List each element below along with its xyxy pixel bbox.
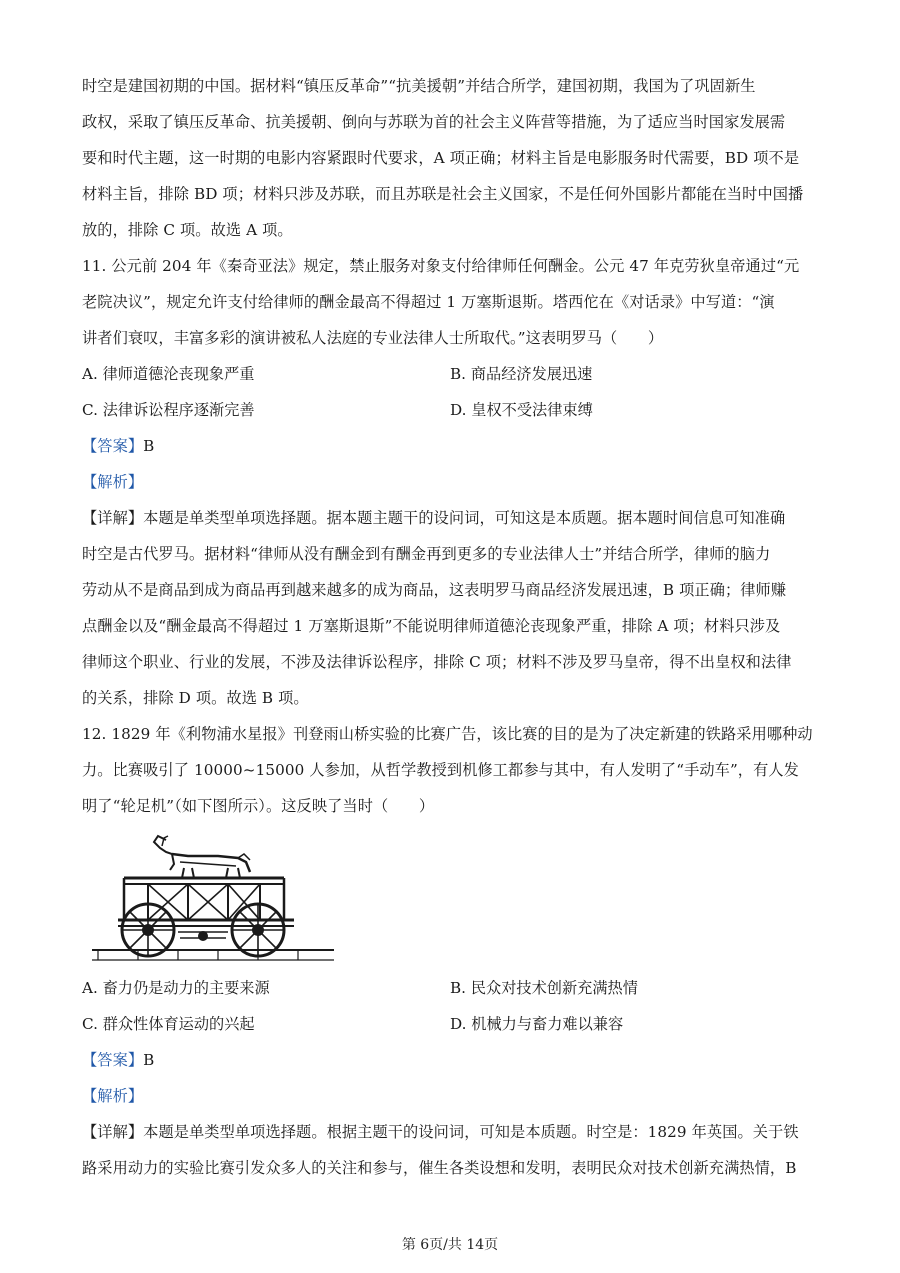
q11-option-d[interactable]: D. 皇权不受法律束缚	[450, 401, 593, 419]
intro-line-3: 要和时代主题，这一时期的电影内容紧跟时代要求，A 项正确；材料主旨是电影服务时代需要，BD 项不是	[82, 149, 800, 167]
intro-line-1: 时空是建国初期的中国。据材料“镇压反革命”“抗美援朝”并结合所学，建国初期，我国为了巩固新生	[82, 77, 756, 95]
q11-analysis-tag: 【解析】	[82, 473, 144, 491]
page-footer: 第 6页/共 14页	[401, 1237, 499, 1253]
q11-stem-line-3: 讲者们衰叹，丰富多彩的演讲被私人法庭的专业法律人士所取代。”这表明罗马（ ）	[82, 329, 664, 347]
q11-option-c[interactable]: C. 法律诉讼程序逐渐完善	[82, 401, 255, 419]
q11-option-b[interactable]: B. 商品经济发展迅速	[450, 365, 593, 383]
q12-detail-line-1	[82, 1114, 827, 1150]
q12-detail-line-2: 路采用动力的实验比赛引发众多人的关注和参与，催生各类设想和发明，表明民众对技术创新充满热情，B	[82, 1159, 797, 1177]
horse-treadmill-carriage-illustration	[88, 832, 338, 964]
intro-line-2: 政权，采取了镇压反革命、抗美援朝、倒向与苏联为首的社会主义阵营等措施，为了适应当时国家发展需	[82, 113, 786, 131]
q12-stem-line-3: 明了“轮足机”（如下图所示）。这反映了当时（ ）	[82, 797, 435, 815]
q12-option-a[interactable]: A. 畜力仍是动力的主要来源	[82, 979, 270, 997]
q11-detail-line-6: 的关系，排除 D 项。故选 B 项。	[82, 689, 309, 707]
q11-options-row-1	[82, 356, 827, 392]
q11-answer-value: B	[143, 437, 155, 455]
intro-line-5: 放的，排除 C 项。故选 A 项。	[82, 221, 293, 239]
q11-answer-tag: 【答案】	[82, 437, 144, 455]
q11-detail-text-1: 本题是单类型单项选择题。据本题主题干的设问词，可知这是本质题。据本题时间信息可知准确	[143, 509, 786, 527]
q12-option-c[interactable]: C. 群众性体育运动的兴起	[82, 1015, 255, 1033]
q12-answer-tag: 【答案】	[82, 1051, 144, 1069]
q11-stem-line-2: 老院决议”，规定允许支付给律师的酬金最高不得超过 1 万塞斯退斯。塔西佗在《对话录》中写道：“演	[82, 293, 775, 311]
q11-analysis	[82, 464, 827, 500]
q11-answer	[82, 428, 827, 464]
q12-analysis-tag: 【解析】	[82, 1087, 144, 1105]
q11-detail-line-5: 律师这个职业、行业的发展，不涉及法律诉讼程序，排除 C 项；材料不涉及罗马皇帝，得不出皇权和法律	[82, 653, 792, 671]
q12-option-d[interactable]: D. 机械力与畜力难以兼容	[450, 1015, 624, 1033]
document-page	[82, 68, 827, 1186]
q12-answer-value: B	[143, 1051, 155, 1069]
q12-answer	[82, 1042, 827, 1078]
q11-detail-line-1	[82, 500, 827, 536]
q11-options-row-2	[82, 392, 827, 428]
q12-stem-line-1: 12. 1829 年《利物浦水星报》刊登雨山桥实验的比赛广告，该比赛的目的是为了决定新建的铁路采用哪种动	[82, 725, 813, 743]
horse-carriage-drawing	[88, 832, 338, 964]
q12-stem-line-2: 力。比赛吸引了 10000~15000 人参加，从哲学教授到机修工都参与其中，有人发明了“手动车”，有人发	[82, 761, 799, 779]
q12-detail-text-1: 本题是单类型单项选择题。根据主题干的设问词，可知是本质题。时空是：1829 年英国。关于铁	[143, 1123, 799, 1141]
q12-options-row-1	[82, 970, 827, 1006]
q11-detail-line-3: 劳动从不是商品到成为商品再到越来越多的成为商品，这表明罗马商品经济发展迅速，B 项正确；律师赚	[82, 581, 787, 599]
q11-option-a[interactable]: A. 律师道德沦丧现象严重	[82, 365, 255, 383]
q11-stem-line-1: 11. 公元前 204 年《秦奇亚法》规定，禁止服务对象支付给律师任何酬金。公元 47 年克劳狄皇帝通过“元	[82, 257, 800, 275]
q12-analysis	[82, 1078, 827, 1114]
q12-detail-tag: 【详解】	[82, 1123, 144, 1141]
q11-detail-line-2: 时空是古代罗马。据材料“律师从没有酬金到有酬金再到更多的专业法律人士”并结合所学，律师的脑力	[82, 545, 771, 563]
q12-option-b[interactable]: B. 民众对技术创新充满热情	[450, 979, 638, 997]
q12-options-row-2	[82, 1006, 827, 1042]
q11-detail-tag: 【详解】	[82, 509, 144, 527]
intro-line-4: 材料主旨，排除 BD 项；材料只涉及苏联，而且苏联是社会主义国家，不是任何外国影片都能在当时中国播	[82, 185, 804, 203]
q11-detail-line-4: 点酬金以及“酬金最高不得超过 1 万塞斯退斯”不能说明律师道德沦丧现象严重，排除 A 项；材料只涉及	[82, 617, 781, 635]
